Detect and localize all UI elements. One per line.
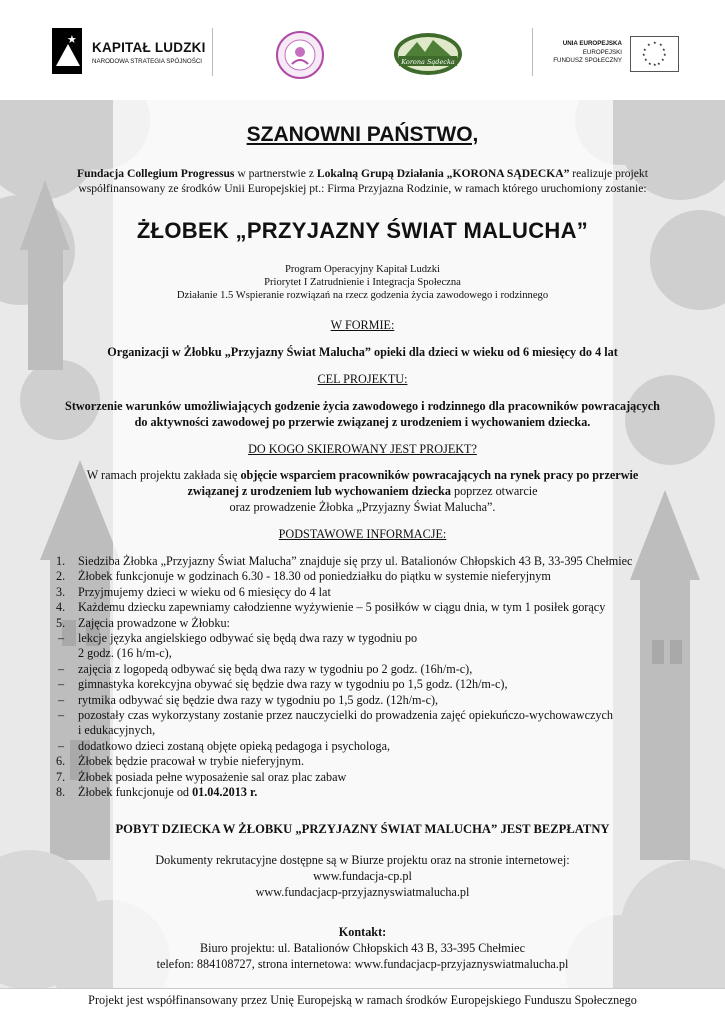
eu-text-line3: FUNDUSZ SPOŁECZNY	[553, 57, 622, 64]
target-heading: DO KOGO SKIEROWANY JEST PROJEKT?	[248, 442, 477, 456]
footer-divider	[0, 988, 725, 989]
list-item	[56, 554, 696, 569]
list-number: 6.	[56, 754, 66, 769]
svg-text:★: ★	[647, 42, 651, 47]
list-number: 7.	[56, 769, 66, 784]
footer-text: Projekt jest współfinansowany przez Unię Europejską w ramach środków Europejskiego Funduszu Społecznego	[88, 993, 637, 1007]
project-title: ŻŁOBEK „PRZYJAZNY ŚWIAT MALUCHA”	[136, 218, 589, 243]
list-number: 5.	[56, 615, 66, 630]
form-heading: W FORMIE:	[330, 318, 395, 332]
svg-text:★: ★	[663, 52, 667, 57]
program-line: Priorytet I Zatrudnienie i Integracja Społeczna	[264, 277, 461, 288]
svg-text:★: ★	[661, 57, 665, 62]
svg-text:★: ★	[653, 40, 657, 45]
list-item	[56, 770, 696, 785]
svg-text:★: ★	[648, 61, 652, 66]
program-info	[0, 263, 725, 302]
eu-text-line2: EUROPEJSKI	[582, 48, 622, 56]
sub-item-text: zajęcia z logopedą odbywać się będą dwa razy w tygodniu po 2 godz. (16h/m-c),	[78, 661, 473, 676]
documents-info	[0, 852, 725, 900]
intro-line2: współfinansowany ze środków Unii Europejskiej pt.: Firma Przyjazna Rodzinie, w ramach którego uruchomiony zostanie:	[78, 182, 647, 195]
list-item	[56, 600, 696, 615]
list-item-text: Żłobek funkcjonuje od	[78, 785, 193, 800]
sub-list-item	[56, 739, 696, 754]
dash-bullet: –	[58, 677, 65, 692]
list-item-text: Żłobek funkcjonuje w godzinach 6.30 - 18.30 od poniedziałku do piątku w systemie nieferyjnym	[78, 569, 551, 584]
divider	[212, 28, 213, 76]
intro-text: w partnerstwie z	[234, 167, 317, 180]
foundation-round-logo-icon	[275, 30, 325, 80]
dash-bullet: –	[58, 661, 65, 676]
svg-text:★: ★	[653, 62, 657, 67]
goal-heading: CEL PROJEKTU:	[317, 372, 408, 386]
footer	[0, 988, 725, 1024]
intro-paragraph	[30, 166, 695, 196]
list-number: 8.	[56, 785, 66, 800]
sub-list-item	[56, 693, 696, 708]
eu-flag-icon	[630, 36, 679, 72]
target-text-part: oraz prowadzenie Żłobka „Przyjazny Świat Malucha”.	[229, 500, 496, 514]
kapital-ludzki-title: KAPITAŁ LUDZKI	[92, 40, 206, 55]
org-name: Fundacja Collegium Progressus	[77, 167, 235, 180]
korona-sadecka-logo-icon	[393, 32, 463, 76]
eu-logo	[534, 28, 679, 76]
svg-text:★: ★	[657, 61, 661, 66]
start-date: 01.04.2013 r.	[192, 785, 258, 800]
documents-text: Dokumenty rekrutacyjne dostępne są w Biurze projektu oraz na stronie internetowej:	[155, 853, 570, 867]
basic-info-heading: PODSTAWOWE INFORMACJE:	[278, 527, 447, 541]
website-link[interactable]: www.fundacjacp-przyjaznyswiatmalucha.pl	[255, 885, 470, 899]
contact-address: Biuro projektu: ul. Batalionów Chłopskich 43 B, 33-395 Chełmiec	[200, 941, 525, 955]
list-number: 1.	[56, 554, 66, 568]
goal-line: Stworzenie warunków umożliwiających godzenie życia zawodowego i rodzinnego dla pracowników powracających	[65, 399, 660, 413]
target-text	[30, 467, 695, 515]
svg-text:★: ★	[644, 57, 648, 62]
program-line: Program Operacyjny Kapitał Ludzki	[284, 264, 441, 275]
divider	[532, 28, 533, 76]
svg-text:★: ★	[642, 52, 646, 57]
list-item-text: Przyjmujemy dzieci w wieku od 6 miesięcy do 4 lat	[78, 584, 331, 599]
form-text: Organizacji w Żłobku „Przyjazny Świat Malucha” opieki dla dzieci w wieku od 6 miesięcy do 4 lat	[107, 345, 618, 359]
sub-list-item	[56, 631, 696, 662]
kapital-ludzki-mark-icon: ★	[52, 28, 82, 74]
svg-text:★: ★	[662, 47, 666, 52]
list-item	[56, 754, 696, 769]
sub-list-item	[56, 708, 696, 739]
sub-item-text: pozostały czas wykorzystany zostanie przez nauczycielki do prowadzenia zajęć opiekuńczo-wychowawczych	[78, 708, 613, 723]
page-title: SZANOWNI PAŃSTWO,	[246, 123, 479, 146]
header-logos	[0, 0, 725, 100]
sub-item-text: i edukacyjnych,	[78, 723, 156, 738]
sub-list-item	[56, 662, 696, 677]
free-of-charge-notice: POBYT DZIECKA W ŻŁOBKU „PRZYJAZNY ŚWIAT MALUCHA” JEST BEZPŁATNY	[115, 822, 610, 836]
list-item-text: Siedziba Żłobka „Przyjazny Świat Malucha” znajduje się przy ul. Batalionów Chłopskich 43 B, 33-395 Chełmiec	[78, 554, 633, 568]
contact-heading: Kontakt:	[338, 925, 387, 939]
dash-bullet: –	[58, 692, 65, 707]
list-item-text: Żłobek będzie pracował w trybie nieferyjnym.	[78, 754, 305, 769]
sub-item-text: 2 godz. (16 h/m-c),	[78, 646, 172, 661]
target-text-bold: objęcie wsparciem pracowników powracających na rynek pracy po przerwie	[240, 468, 639, 482]
list-item-text: Zajęcia prowadzone w Żłobku:	[78, 615, 230, 630]
target-text-part: W ramach projektu zakłada się	[86, 468, 241, 482]
basic-info-list	[56, 554, 696, 801]
list-item	[56, 616, 696, 755]
intro-text: realizuje projekt	[569, 167, 648, 180]
sub-item-text: dodatkowo dzieci zostaną objęte opieką pedagoga i psychologa,	[78, 738, 391, 753]
kapital-ludzki-logo	[52, 28, 206, 78]
eu-text-line1: UNIA EUROPEJSKA	[562, 40, 622, 47]
website-link[interactable]: www.fundacja-cp.pl	[313, 869, 412, 883]
target-text-bold: związanej z urodzeniem lub wychowaniem dziecka	[187, 484, 451, 498]
kapital-ludzki-subtitle: NARODOWA STRATEGIA SPÓJNOŚCI	[92, 58, 203, 65]
sub-list-item	[56, 677, 696, 692]
korona-sadecka-logo	[393, 32, 463, 76]
target-text-part: poprzez otwarcie	[450, 484, 538, 498]
dash-bullet: –	[58, 738, 65, 753]
contact-info	[0, 924, 725, 972]
activities-list	[56, 631, 696, 754]
list-item	[56, 569, 696, 584]
program-line: Działanie 1.5 Wspieranie rozwiązań na rzecz godzenia życia zawodowego i rodzinnego	[176, 290, 549, 301]
list-number: 4.	[56, 600, 66, 615]
dash-bullet: –	[58, 631, 65, 646]
contact-phone-web: telefon: 884108727, strona internetowa: www.fundacjacp-przyjaznyswiatmalucha.pl	[156, 957, 569, 971]
korona-sadecka-logo-text: Korona Sądecka	[401, 58, 455, 66]
goal-line: do aktywności zawodowej po przerwie związanej z urodzeniem i wychowaniem dziecka.	[134, 415, 591, 429]
list-item	[56, 585, 696, 600]
list-item	[56, 785, 696, 800]
svg-text:★: ★	[659, 42, 663, 47]
list-item-text: Każdemu dziecku zapewniamy całodzienne wyżywienie – 5 posiłków w ciągu dnia, w tym 1 posiłek gorący	[78, 600, 606, 615]
partner-name: Lokalną Grupą Działania „KORONA SĄDECKA”	[316, 167, 570, 180]
sub-item-text: rytmika odbywać się będzie dwa razy w tygodniu po 1,5 godz. (12h/m-c),	[78, 692, 439, 707]
svg-text:★: ★	[643, 47, 647, 52]
list-number: 2.	[56, 569, 66, 584]
sub-item-text: gimnastyka korekcyjna obywać się będzie dwa razy w tygodniu po 1,5 godz. (12h/m-c),	[78, 677, 508, 692]
sub-item-text: lekcje języka angielskiego odbywać się będą dwa razy w tygodniu po	[78, 631, 418, 646]
goal-text	[20, 398, 705, 430]
list-number: 3.	[56, 584, 66, 599]
dash-bullet: –	[58, 708, 65, 723]
list-item-text: Żłobek posiada pełne wyposażenie sal oraz plac zabaw	[78, 769, 347, 784]
